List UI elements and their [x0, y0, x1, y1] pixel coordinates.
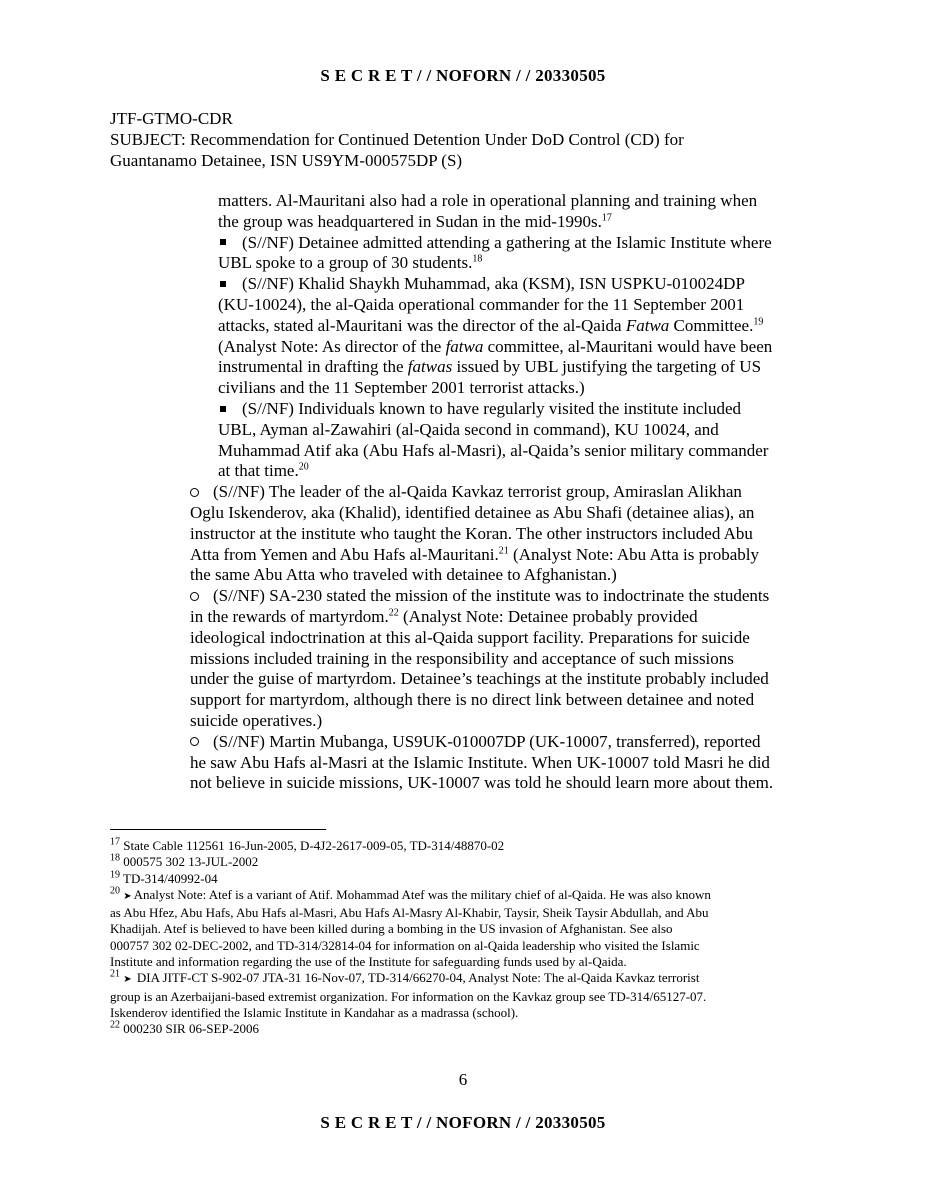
classification-banner-bottom: S E C R E T / / NOFORN / / 20330505 — [320, 1113, 606, 1132]
footnote-ref: 21 — [498, 544, 509, 556]
text-span: Committee. — [669, 315, 754, 335]
text-line: instructor at the institute who taught the Koran. The other instructors included Abu — [190, 523, 753, 543]
text-line: civilians and the 11 September 2001 terrorist attacks.) — [218, 378, 585, 398]
arrow-right-icon: ➤ — [123, 890, 132, 902]
text-span: committee, al-Mauritani would have been — [483, 336, 773, 356]
text-line: 000757 302 02-DEC-2002, and TD-314/32814-04 for information on al-Qaida leadership who visited the Islamic — [110, 937, 700, 953]
text-line — [218, 461, 822, 482]
text-span: UBL spoke to a group of 30 students. — [218, 253, 473, 273]
text-line — [218, 253, 822, 274]
text-span: (S//NF) Detainee admitted attending a gathering at the Islamic Institute where — [242, 232, 772, 252]
text-line — [218, 399, 822, 420]
footnote-18 — [110, 854, 822, 870]
text-span: in the rewards of martyrdom. — [190, 606, 389, 626]
memo-header — [110, 108, 830, 171]
page-number: 6 — [458, 1070, 468, 1089]
footnote-text: TD-314/40992-04 — [120, 870, 218, 886]
square-bullet-icon — [220, 239, 226, 245]
text-span: (Analyst Note: As director of the — [218, 336, 446, 356]
footnote-text: 000230 SIR 06-SEP-2006 — [120, 1021, 260, 1037]
circle-bullet-item — [110, 732, 822, 794]
square-bullet-icon — [220, 281, 226, 287]
footnote-text: DIA JITF-CT S-902-07 JTA-31 16-Nov-07, TD-314/66270-04, Analyst Note: The al-Qaida Kavkaz terrorist — [133, 970, 700, 986]
footnote-19 — [110, 871, 822, 887]
text-span: (S//NF) The leader of the al-Qaida Kavkaz terrorist group, Amiraslan Alikhan — [213, 482, 742, 502]
text-line: (KU-10024), the al-Qaida operational commander for the 11 September 2001 — [218, 294, 745, 314]
text-line: Iskenderov identified the Islamic Institute in Kandahar as a madrassa (school). — [110, 1004, 519, 1020]
footnote-text: 000575 302 13-JUL-2002 — [120, 854, 259, 870]
circle-bullet-icon — [190, 488, 199, 497]
text-line: the same Abu Atta who traveled with detainee to Afghanistan.) — [190, 565, 617, 585]
italic-term: Fatwa — [625, 315, 670, 335]
footnote-number: 18 — [110, 852, 120, 864]
footnote-number: 21 — [110, 969, 120, 981]
circle-bullet-icon — [190, 737, 199, 746]
arrow-right-icon: ➤ — [123, 974, 132, 986]
text-span: (S//NF) Individuals known to have regularly visited the institute included — [242, 398, 742, 418]
header-subject: SUBJECT: Recommendation for Continued Detention Under DoD Control (CD) for — [110, 130, 684, 149]
text-line — [218, 337, 822, 358]
text-span: attacks, stated al-Mauritani was the director of the al-Qaida — [218, 315, 626, 335]
footnote-ref: 17 — [601, 212, 612, 224]
footnote-22 — [110, 1021, 822, 1037]
text-line: Oglu Iskenderov, aka (Khalid), identified detainee as Abu Shafi (detainee alias), an — [190, 502, 755, 522]
bullet-item — [110, 399, 822, 482]
circle-bullet-icon — [190, 592, 199, 601]
footnote-ref: 22 — [388, 607, 399, 619]
footnotes — [110, 838, 822, 1038]
text-line — [218, 274, 822, 295]
text-span: (S//NF) SA-230 stated the mission of the institute was to indoctrinate the students — [213, 586, 770, 606]
classification-banner-top: S E C R E T / / NOFORN / / 20330505 — [320, 66, 606, 85]
text-line — [110, 970, 822, 988]
text-line: Khadijah. Atef is believed to have been killed during a bombing in the US invasion of Afghanistan. See also — [110, 921, 673, 937]
footnote-20 — [110, 887, 822, 970]
text-span: Atta from Yemen and Abu Hafs al-Mauritani. — [190, 544, 499, 564]
footnote-number: 22 — [110, 1019, 120, 1031]
text-line: ideological indoctrination at this al-Qaida support facility. Preparations for suicide — [190, 627, 750, 647]
footnote-number: 20 — [110, 885, 120, 897]
text-line: missions included training in the responsibility and acceptance of such missions — [190, 648, 734, 668]
text-line: UBL, Ayman al-Zawahiri (al-Qaida second in command), KU 10024, and — [218, 419, 719, 439]
text-line — [190, 482, 822, 503]
footnote-divider — [110, 829, 326, 830]
text-line — [218, 233, 822, 254]
footnote-number: 19 — [110, 869, 120, 881]
text-line: suicide operatives.) — [190, 710, 323, 730]
text-line — [218, 357, 822, 378]
text-span: (S//NF) Martin Mubanga, US9UK-010007DP (UK-10007, transferred), reported — [213, 731, 761, 751]
bullet-item — [110, 233, 822, 275]
text-line: under the guise of martyrdom. Detainee’s teachings at the institute probably included — [190, 669, 769, 689]
paragraph-continuation — [110, 191, 822, 233]
footnote-text: State Cable 112561 16-Jun-2005, D-4J2-2617-009-05, TD-314/48870-02 — [120, 838, 505, 853]
text-line — [190, 732, 822, 753]
text-line: Muhammad Atif aka (Abu Hafs al-Masri), al-Qaida’s senior military commander — [218, 440, 769, 460]
bullet-item — [110, 274, 822, 399]
text-line: group is an Azerbaijani-based extremist organization. For information on the Kavkaz group see TD-314/65127-07. — [110, 988, 707, 1004]
footnote-ref: 20 — [298, 461, 309, 473]
text-span: (Analyst Note: Detainee probably provided — [398, 606, 698, 626]
text-span: issued by UBL justifying the targeting of US — [452, 357, 762, 377]
footnote-21 — [110, 970, 822, 1021]
header-office: JTF-GTMO-CDR — [110, 109, 233, 128]
text-line: matters. Al-Mauritani also had a role in operational planning and training when — [218, 191, 758, 210]
text-line: as Abu Hfez, Abu Hafs, Abu Hafs al-Masri, Abu Hafs Al-Masry Al-Khabir, Taysir, Sheik Taysir Abdullah, and Abu — [110, 905, 709, 921]
footnote-ref: 19 — [753, 316, 764, 328]
text-span: (Analyst Note: Abu Atta is probably — [508, 544, 760, 564]
text-span: at that time. — [218, 461, 299, 481]
footnote-17 — [110, 838, 822, 854]
italic-term: fatwas — [407, 357, 453, 377]
square-bullet-icon — [220, 406, 226, 412]
footnote-number: 17 — [110, 836, 120, 848]
text-line: not believe in suicide missions, UK-10007 was told he should learn more about them. — [190, 773, 774, 793]
text-line — [218, 212, 822, 233]
text-line: he saw Abu Hafs al-Masri at the Islamic Institute. When UK-10007 told Masri he did — [190, 752, 770, 772]
text-line — [110, 887, 822, 905]
footnote-text: Analyst Note: Atef is a variant of Atif. Mohammad Atef was the military chief of al-Qaida. He was also known — [133, 886, 711, 902]
circle-bullet-item — [110, 586, 822, 732]
text-line: Institute and information regarding the use of the Institute for safeguarding funds used by al-Qaida. — [110, 954, 627, 970]
circle-bullet-item — [110, 482, 822, 586]
text-span: (S//NF) Khalid Shaykh Muhammad, aka (KSM), ISN USPKU-010024DP — [242, 274, 745, 294]
text-line — [218, 316, 822, 337]
text-line — [190, 607, 822, 628]
text-line — [190, 586, 822, 607]
text-line: support for martyrdom, although there is no direct link between detainee and noted — [190, 690, 755, 710]
italic-term: fatwa — [445, 336, 484, 356]
text-span: instrumental in drafting the — [218, 357, 408, 377]
footnote-ref: 18 — [472, 253, 483, 265]
document-body — [110, 191, 822, 794]
text-span: the group was headquartered in Sudan in the mid-1990s. — [218, 211, 602, 231]
header-subject-continued: Guantanamo Detainee, ISN US9YM-000575DP (S) — [110, 151, 463, 170]
text-line — [190, 545, 822, 566]
